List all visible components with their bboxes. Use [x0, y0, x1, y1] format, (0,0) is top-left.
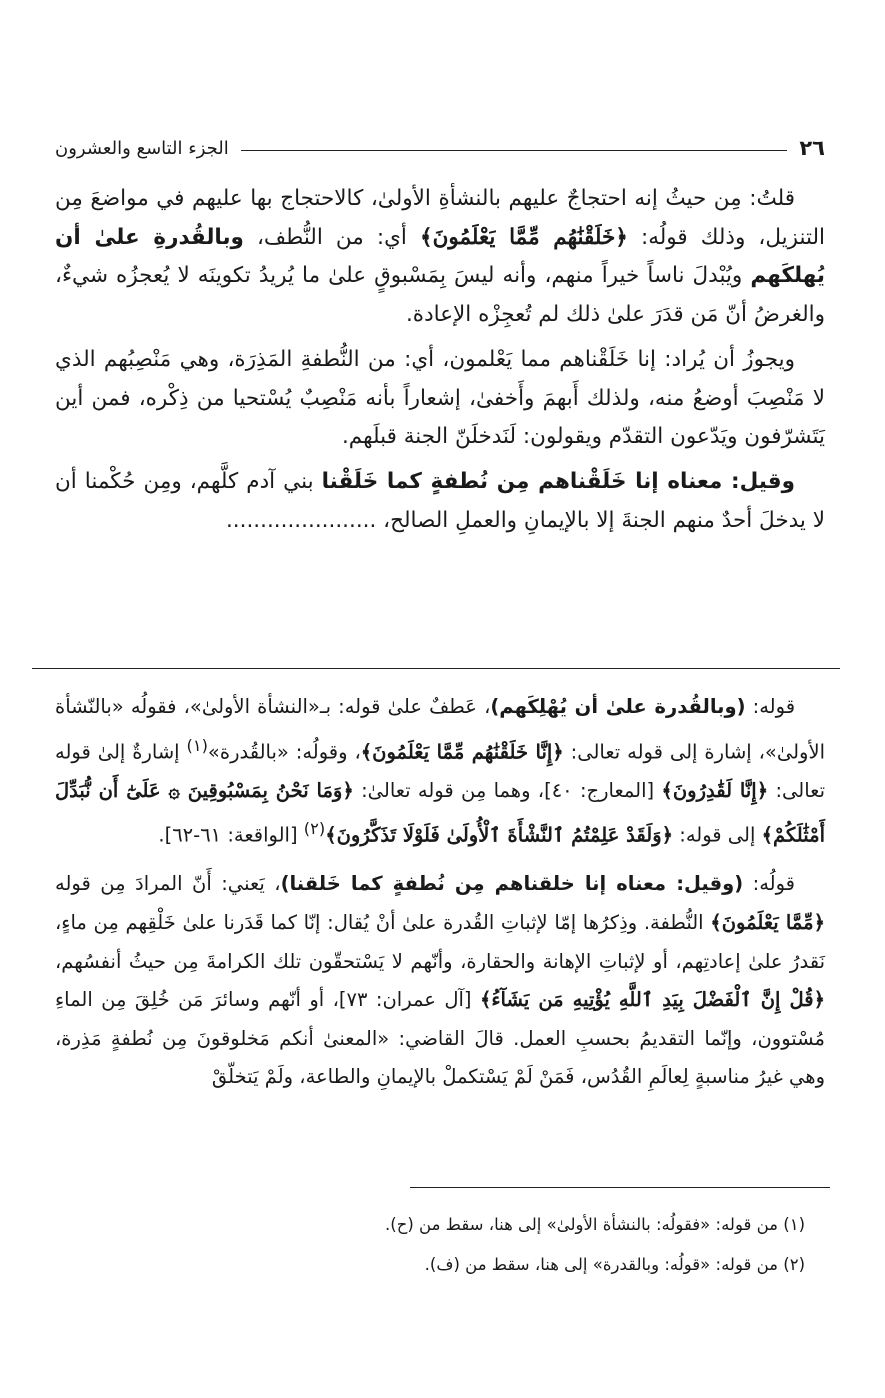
text-run: [الواقعة: ٦١-٦٢].: [158, 823, 304, 847]
header-rule: [241, 150, 788, 151]
quoted-phrase: (وقيل: معناه إنا خلقناهم مِن نُطفةٍ كما خَلقنا): [280, 872, 744, 896]
text-run: ، عَطفٌ علىٰ قوله: بـ«النشأة الأولىٰ»، فقولُه «بالنّشأة الأولىٰ»، إشارة إلى قوله تعالى:: [55, 695, 825, 764]
commentary: [55, 688, 825, 1097]
text-run: ، يَعني: أَنّ المرادَ مِن قوله: [55, 872, 281, 896]
text-run: بني آدم كلَّهم، ومِن حُكْمنا أن لا يدخلَ أحدٌ منهم الجنةَ إلا بالإيمانِ والعملِ الصالح، ......................: [55, 468, 825, 533]
text-run: [آل عمران: ٧٣]، أو أنّهم وسائرَ مَن خُلِقَ مِن الماءِ مُسْتوون، وإنّما التقديمُ بحسبِ العمل. قالَ القاضي: «المعنىٰ أنكم مَخلوقونَ مِن نُطفةٍ مَذِرة، وهي غيرُ مناسبةٍ لِعالَمِ القُدُس، فَمَنْ لَمْ يَسْتكملْ بالإيمانِ والطاعة، ولَمْ يَتخلّقْ: [55, 988, 825, 1089]
footnote-ref[interactable]: (١): [186, 735, 208, 755]
text-run: إلى قوله:: [673, 823, 762, 847]
quoted-phrase: وبالقُدرةِ علىٰ أن يُهلكَهم: [55, 224, 825, 289]
main-paragraph-3: [55, 463, 825, 540]
quran-verse: ﴿وَلَقَدْ عَلِمْتُمُ ٱلنَّشْأَةَ ٱلْأُولَىٰ فَلَوْلَا تَذَكَّرُونَ﴾: [325, 823, 674, 847]
text-run: ويُبْدلَ ناساً خيراً منهم، وأنه ليسَ بِمَسْبوقٍ علىٰ ما يُريدُ تكوينَه لا يُعجزُه شيءٌ، والغرضُ أنّ مَن قدَرَ علىٰ ذلك لم تُعجِزْه الإعادة.: [55, 263, 825, 328]
text-run: إشارةٌ إلىٰ قوله تعالى:: [55, 740, 825, 802]
text-run: قوله:: [745, 695, 796, 718]
quran-verse: ﴿إِنَّا لَقَٰدِرُونَ﴾: [661, 778, 769, 802]
footnote-2: (٢) من قوله: «قولُه: وبالقدرة» إلى هنا، سقط من (ف).: [424, 1255, 805, 1274]
main-text: [55, 180, 825, 540]
quran-verse: ﴿قُلْ إِنَّ ٱلْفَضْلَ بِيَدِ ٱللَّهِ يُؤْتِيهِ مَن يَشَآءُ﴾: [479, 988, 825, 1012]
running-title: الجزء التاسع والعشرون: [55, 137, 229, 159]
footnote-1: (١) من قوله: «فقولُه: بالنشأة الأولىٰ» إلى هنا، سقط من (ح).: [385, 1215, 805, 1234]
quran-verse: ﴿خَلَقْنَٰهُم مِّمَّا يَعْلَمُونَ﴾: [419, 224, 628, 250]
commentary-paragraph-2: [55, 865, 825, 1097]
quoted-phrase: (وبالقُدرة علىٰ أن يُهْلِكَهم): [490, 695, 746, 718]
text-run: قلتُ: مِن حيثُ إنه احتجاجٌ عليهم بالنشأةِ الأولىٰ، كالاحتجاج بها عليهم في مواضعَ مِن التنزيل، وذلك قولُه:: [55, 186, 825, 250]
page-number: ٢٦: [799, 136, 825, 160]
footnote-ref[interactable]: (٢): [303, 819, 326, 839]
quran-verse: ﴿مِّمَّا يَعْلَمُونَ﴾: [710, 910, 825, 934]
text-run: أي: من النُّطف،: [243, 224, 420, 250]
text-run: قولُه:: [743, 872, 795, 896]
text-run: النُّطفة. وذِكرُها إمّا لإثباتِ القُدرة علىٰ أنْ يُقال: إنّا كما قَدَرنا علىٰ خَلْقِهم مِن ماءٍ، نَقدرُ علىٰ إعادتِهم، أو لإثباتِ الإهانة والحقارة، وأنّهم لا يَسْتحقّون تلك الكرامةَ مِن حيثُ أنفسُهم،: [55, 910, 825, 973]
text-run: [المعارج: ٤٠]، وهما مِن قوله تعالىٰ:: [353, 778, 662, 802]
text-run: ، وقولُه: «بالقُدرة»: [207, 740, 361, 764]
quran-verse: ﴿إِنَّا خَلَقْنَٰهُم مِّمَّا يَعْلَمُونَ﴾: [360, 740, 564, 764]
footnote-rule: [410, 1187, 830, 1188]
footnotes: [55, 1205, 825, 1285]
quoted-phrase: وقيل: معناه إنا خَلَقْناهم مِن نُطفةٍ كما خَلَقْنا: [321, 468, 795, 494]
page-header: [55, 132, 825, 164]
main-paragraph-1: [55, 180, 825, 335]
commentary-paragraph-1: [55, 688, 825, 855]
quran-verse: ﴿وَمَا نَحْنُ بِمَسْبُوقِينَ ۞ عَلَىٰٓ أَن نُّبَدِّلَ أَمْثَٰلَكُمْ﴾: [55, 778, 825, 847]
main-paragraph-2: ويجوزُ أن يُراد: إنا خَلَقْناهم مما يَعْلمون، أي: من النُّطفةِ المَذِرَة، وهي مَنْصِبُهم الذي لا مَنْصِبَ أوضعُ منه، ولذلك أَبهمَ وأَخفىٰ، إشعاراً بأنه مَنْصِبٌ يُسْتحيا من ذِكْره، فمن أين يَتَشرّفون ويَدّعون التقدّم ويقولون: لَنَدخلَنّ الجنة قبلَهم.: [55, 346, 825, 450]
section-divider: [32, 668, 840, 669]
